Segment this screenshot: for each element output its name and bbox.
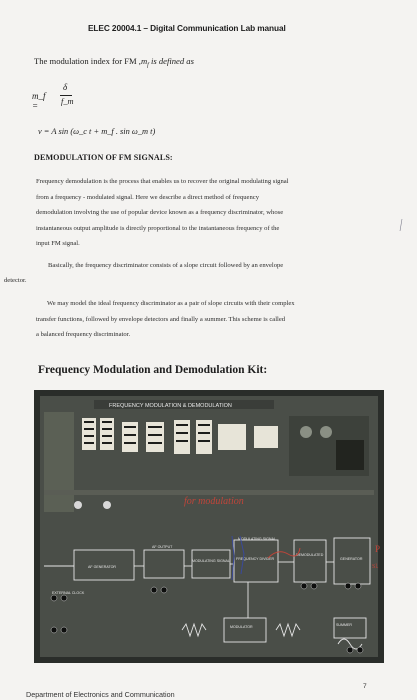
svg-text:DEMODULATED: DEMODULATED bbox=[296, 553, 324, 557]
svg-text:SUMMER: SUMMER bbox=[336, 623, 352, 627]
kit-photo bbox=[34, 390, 384, 663]
page-number: 7 bbox=[363, 683, 367, 690]
potentiometer bbox=[103, 501, 111, 509]
svg-text:AF GENERATOR: AF GENERATOR bbox=[88, 565, 117, 569]
intro-line: The modulation index for FM $,m_f$ is defined as bbox=[34, 56, 194, 69]
formula-lhs: m_f = bbox=[32, 91, 46, 111]
paragraph-balanced bbox=[36, 296, 391, 343]
paragraph-line: Frequency demodulation is the process that enables us to recover the original modulating signal bbox=[36, 178, 289, 185]
page-header: ELEC 20004.1 – Digital Communication Lab manual bbox=[88, 23, 286, 33]
ink-marker: P bbox=[375, 544, 381, 554]
paragraph-line: instantaneous output amplitude is directly proportional to the instantaneous frequency of the bbox=[36, 224, 280, 232]
formula-numerator: δ bbox=[63, 82, 68, 92]
left-panel bbox=[44, 412, 74, 512]
paragraph-discriminator bbox=[48, 258, 393, 274]
svg-text:GENERATOR: GENERATOR bbox=[340, 557, 363, 561]
board-title: FREQUENCY MODULATION & DEMODULATION bbox=[109, 403, 232, 409]
paragraph-discriminator-continued bbox=[4, 273, 27, 289]
paragraph-demodulation bbox=[36, 174, 391, 252]
paragraph-line: detector. bbox=[4, 277, 27, 284]
svg-text:MODULATOR: MODULATOR bbox=[230, 625, 253, 629]
knob bbox=[320, 426, 332, 438]
kit-heading: Frequency Modulation and Demodulation Kit: bbox=[38, 364, 268, 376]
paragraph-line: Basically, the frequency discriminator consists of a slope circuit followed by an envelope bbox=[48, 262, 284, 269]
paragraph-line: transfer functions, followed by envelope detectors and finally a summer. This scheme is called bbox=[36, 315, 286, 323]
potentiometer bbox=[74, 501, 82, 509]
knob bbox=[300, 426, 312, 438]
svg-text:EXTERNAL CLOCK: EXTERNAL CLOCK bbox=[52, 591, 85, 595]
ink-marker: Sl. bbox=[372, 564, 379, 570]
paragraph-line: We may model the ideal frequency discriminator as a pair of slope circuits with their complex bbox=[47, 300, 295, 307]
svg-text:AF OUTPUT: AF OUTPUT bbox=[152, 545, 173, 549]
paragraph-line: demodulation involving the use of popular device known as a frequency discriminator, whose bbox=[36, 209, 284, 217]
formula-denominator: f_m bbox=[61, 97, 74, 106]
handwritten-note: for modulation bbox=[184, 496, 244, 507]
svg-text:MODULATING SIGNAL: MODULATING SIGNAL bbox=[192, 559, 230, 563]
fraction-bar bbox=[60, 95, 72, 96]
divider-strip bbox=[44, 490, 374, 495]
svg-text:MODULATING SIGNAL: MODULATING SIGNAL bbox=[238, 537, 276, 541]
paragraph-line: a balanced frequency discriminator. bbox=[36, 331, 131, 339]
transformer bbox=[336, 440, 364, 470]
pen-mark bbox=[398, 218, 404, 232]
section-heading: DEMODULATION OF FM SIGNALS: bbox=[34, 153, 173, 162]
paragraph-line: input FM signal. bbox=[36, 240, 80, 248]
page-footer: Department of Electronics and Communication bbox=[26, 690, 175, 699]
signal-formula: v = A sin (ω_c t + m_f . sin ω_m t) bbox=[38, 127, 156, 136]
paragraph-line: from a frequency - modulated signal. Here we describe a direct method of frequency bbox=[36, 193, 259, 201]
svg-text:FREQUENCY DIVIDER: FREQUENCY DIVIDER bbox=[236, 557, 275, 561]
